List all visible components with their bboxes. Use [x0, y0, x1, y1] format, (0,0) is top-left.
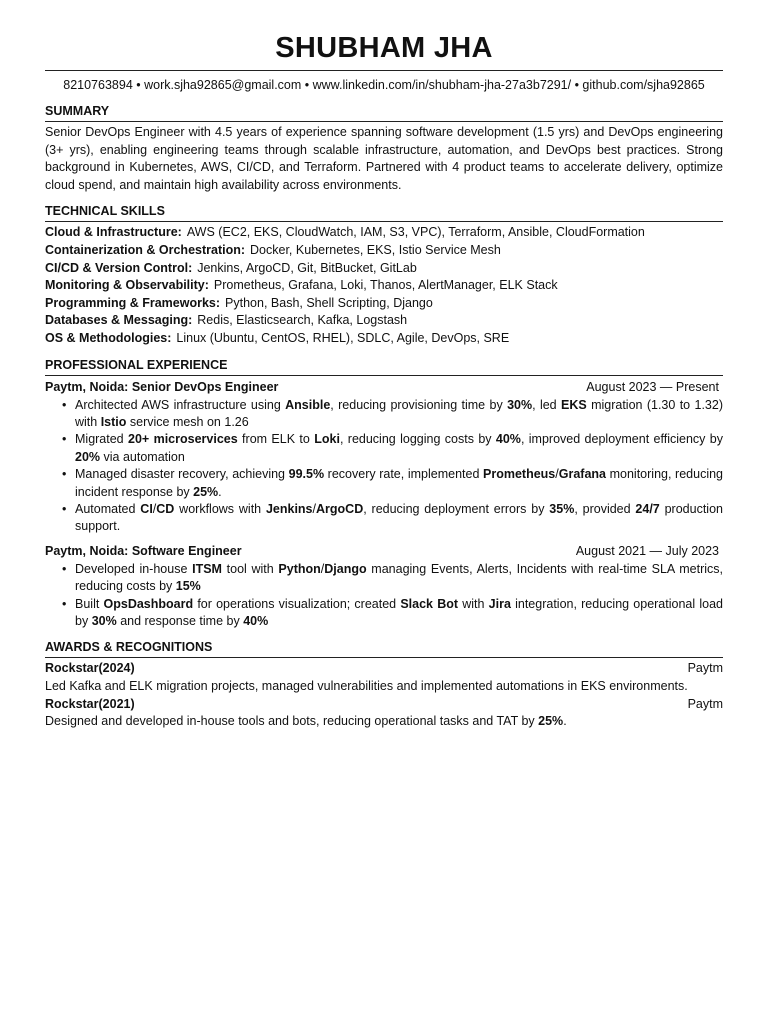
bullet-item	[45, 561, 723, 596]
emphasis-text: Grafana	[558, 467, 606, 482]
body-text: service mesh on 1.26	[126, 414, 249, 429]
body-text: Built	[75, 596, 104, 611]
award-org: Paytm	[687, 661, 723, 676]
body-text: Migrated	[75, 432, 129, 447]
body-text: recovery rate, implemented	[324, 467, 484, 482]
job-dates: August 2023 — Present	[586, 379, 719, 394]
body-text: monitoring, reducing incident response by	[75, 467, 723, 499]
body-text: Developed in-house	[75, 561, 193, 576]
bullet-icon: •	[62, 501, 67, 516]
award-description	[45, 713, 723, 731]
job-entry	[45, 542, 723, 631]
award-description	[45, 678, 723, 696]
emphasis-text: Python	[278, 561, 321, 576]
emphasis-text: Loki	[314, 432, 340, 447]
job-title: Paytm, Noida: Senior DevOps Engineer	[45, 379, 279, 394]
body-text: via automation	[100, 449, 185, 464]
emphasis-text: 24/7	[635, 501, 660, 516]
emphasis-text: 35%	[549, 501, 575, 516]
body-text: .	[218, 484, 222, 499]
body-text: from ELK to	[237, 432, 315, 447]
skill-value: Linux (Ubuntu, CentOS, RHEL), SDLC, Agile, DevOps, SRE	[176, 330, 510, 345]
skill-row	[45, 312, 723, 330]
bullet-item	[45, 431, 723, 466]
job-title: Paytm, Noida: Software Engineer	[45, 543, 242, 558]
emphasis-text: 25%	[538, 714, 564, 729]
emphasis-text: CI	[140, 501, 153, 516]
emphasis-text: Jenkins	[265, 501, 313, 516]
bullet-icon: •	[62, 397, 67, 412]
skill-value: Jenkins, ArgoCD, Git, BitBucket, GitLab	[197, 260, 417, 275]
bullet-icon: •	[62, 432, 67, 447]
body-text: , led	[532, 397, 561, 412]
emphasis-text: 25%	[193, 484, 219, 499]
emphasis-text: Istio	[100, 414, 127, 429]
skill-label: Monitoring & Observability:	[45, 278, 209, 293]
bullet-item	[45, 501, 723, 536]
emphasis-text: 99.5%	[288, 467, 325, 482]
job-bullets	[45, 397, 723, 536]
skills-heading: TECHNICAL SKILLS	[45, 203, 723, 222]
job-header	[45, 542, 723, 560]
body-text: /	[152, 501, 157, 516]
skill-row	[45, 224, 723, 242]
body-text: tool with	[221, 561, 279, 576]
skill-value: Prometheus, Grafana, Loki, Thanos, AlertManager, ELK Stack	[213, 278, 558, 293]
award-header	[45, 696, 723, 714]
body-text: /	[555, 467, 559, 482]
skill-row	[45, 242, 723, 260]
bullet-text	[75, 467, 723, 498]
body-text: managing Events, Alerts, Incidents with real-time SLA metrics, reducing costs by	[75, 561, 723, 594]
emphasis-text: Jira	[488, 596, 511, 611]
emphasis-text: 30%	[91, 614, 117, 628]
emphasis-text: 40%	[495, 432, 521, 447]
body-text: , reducing deployment errors by	[363, 501, 550, 516]
bullet-item	[45, 466, 723, 501]
emphasis-text: EKS	[561, 397, 587, 412]
emphasis-text: 20+ microservices	[128, 432, 238, 447]
skill-label: Programming & Frameworks:	[45, 295, 221, 310]
bullet-text	[75, 562, 723, 593]
bullet-text	[75, 432, 723, 463]
bullet-icon: •	[62, 467, 67, 482]
skill-value: Python, Bash, Shell Scripting, Django	[225, 295, 433, 310]
body-text: with	[458, 596, 489, 611]
contact-line: 8210763894 • work.sjha92865@gmail.com • www.linkedin.com/in/shubham-jha-27a3b7291/ • github.com/sjha92865	[45, 70, 723, 94]
body-text: , reducing logging costs by	[339, 432, 496, 447]
body-text: /	[320, 561, 325, 576]
body-text: .	[563, 714, 567, 729]
body-text: /	[312, 501, 316, 516]
emphasis-text: Ansible	[285, 397, 331, 412]
body-text: Managed disaster recovery, achieving	[75, 467, 289, 482]
awards-heading: AWARDS & RECOGNITIONS	[45, 639, 723, 658]
skill-label: CI/CD & Version Control:	[45, 260, 193, 275]
body-text: Led Kafka and ELK migration projects, managed vulnerabilities and implemented automations in EKS environments.	[45, 679, 688, 693]
emphasis-text: 30%	[507, 397, 533, 412]
bullet-text	[75, 502, 723, 533]
bullet-item	[45, 397, 723, 432]
summary-heading: SUMMARY	[45, 103, 723, 122]
body-text: integration, reducing operational load by	[75, 596, 723, 628]
job-dates: August 2021 — July 2023	[575, 543, 719, 558]
skill-label: Databases & Messaging:	[45, 313, 193, 328]
job-header	[45, 378, 723, 396]
body-text: and response time by	[116, 614, 244, 628]
emphasis-text: ITSM	[192, 561, 222, 576]
award-org: Paytm	[687, 696, 723, 711]
summary-text: Senior DevOps Engineer with 4.5 years of experience spanning software development (1.5 yrs) and DevOps engineering (3+ yrs), enabling engineering teams through scalable infrastructure, automation, and DevOps best practices. Strong background in Kubernetes, AWS, CI/CD, and Terraform. Partnered with 4 product teams to accelerate delivery, optimize cloud spend, and maintain high availability across environments.	[45, 125, 723, 192]
award-entry	[45, 660, 723, 695]
award-header	[45, 660, 723, 678]
award-title: Rockstar(2021)	[45, 696, 135, 711]
body-text: Automated	[75, 501, 141, 516]
skill-value: Docker, Kubernetes, EKS, Istio Service Mesh	[250, 242, 501, 257]
bullet-icon: •	[62, 596, 67, 611]
body-text: production support.	[75, 501, 723, 534]
job-entry	[45, 378, 723, 536]
emphasis-text: CD	[156, 501, 175, 516]
award-title: Rockstar(2024)	[45, 661, 135, 676]
award-entry	[45, 696, 723, 731]
body-text: , reducing provisioning time by	[330, 397, 508, 412]
body-text: for operations visualization; created	[193, 596, 401, 611]
emphasis-text: 20%	[75, 449, 101, 464]
body-text: Architected AWS infrastructure using	[75, 397, 286, 412]
skill-label: Cloud & Infrastructure:	[45, 225, 182, 240]
skill-value: Redis, Elasticsearch, Kafka, Logstash	[197, 313, 408, 328]
skill-row	[45, 295, 723, 313]
skill-label: OS & Methodologies:	[45, 330, 172, 345]
body-text: , provided	[574, 501, 636, 516]
skill-row	[45, 330, 723, 348]
bullet-item	[45, 596, 723, 631]
skill-row	[45, 260, 723, 278]
candidate-name: SHUBHAM JHA	[275, 32, 493, 64]
body-text: migration (1.30 to 1.32) with	[75, 397, 723, 429]
emphasis-text: 40%	[243, 614, 269, 628]
job-bullets	[45, 561, 723, 631]
body-text: , improved deployment efficiency by	[520, 432, 724, 447]
bullet-text	[75, 597, 723, 628]
experience-heading: PROFESSIONAL EXPERIENCE	[45, 357, 723, 376]
emphasis-text: 15%	[175, 579, 201, 594]
emphasis-text: Slack Bot	[400, 596, 459, 611]
body-text: Designed and developed in-house tools and bots, reducing operational tasks and TAT by	[45, 714, 539, 729]
body-text: workflows with	[174, 501, 266, 516]
skills-list	[45, 224, 723, 347]
skill-label: Containerization & Orchestration:	[45, 242, 246, 257]
emphasis-text: Django	[324, 561, 367, 576]
emphasis-text: ArgoCD	[316, 501, 364, 516]
emphasis-text: OpsDashboard	[103, 596, 194, 611]
bullet-icon: •	[62, 561, 67, 576]
emphasis-text: Prometheus	[483, 467, 556, 482]
bullet-text	[75, 398, 723, 429]
skill-row	[45, 277, 723, 295]
skill-value: AWS (EC2, EKS, CloudWatch, IAM, S3, VPC), Terraform, Ansible, CloudFormation	[186, 225, 645, 240]
